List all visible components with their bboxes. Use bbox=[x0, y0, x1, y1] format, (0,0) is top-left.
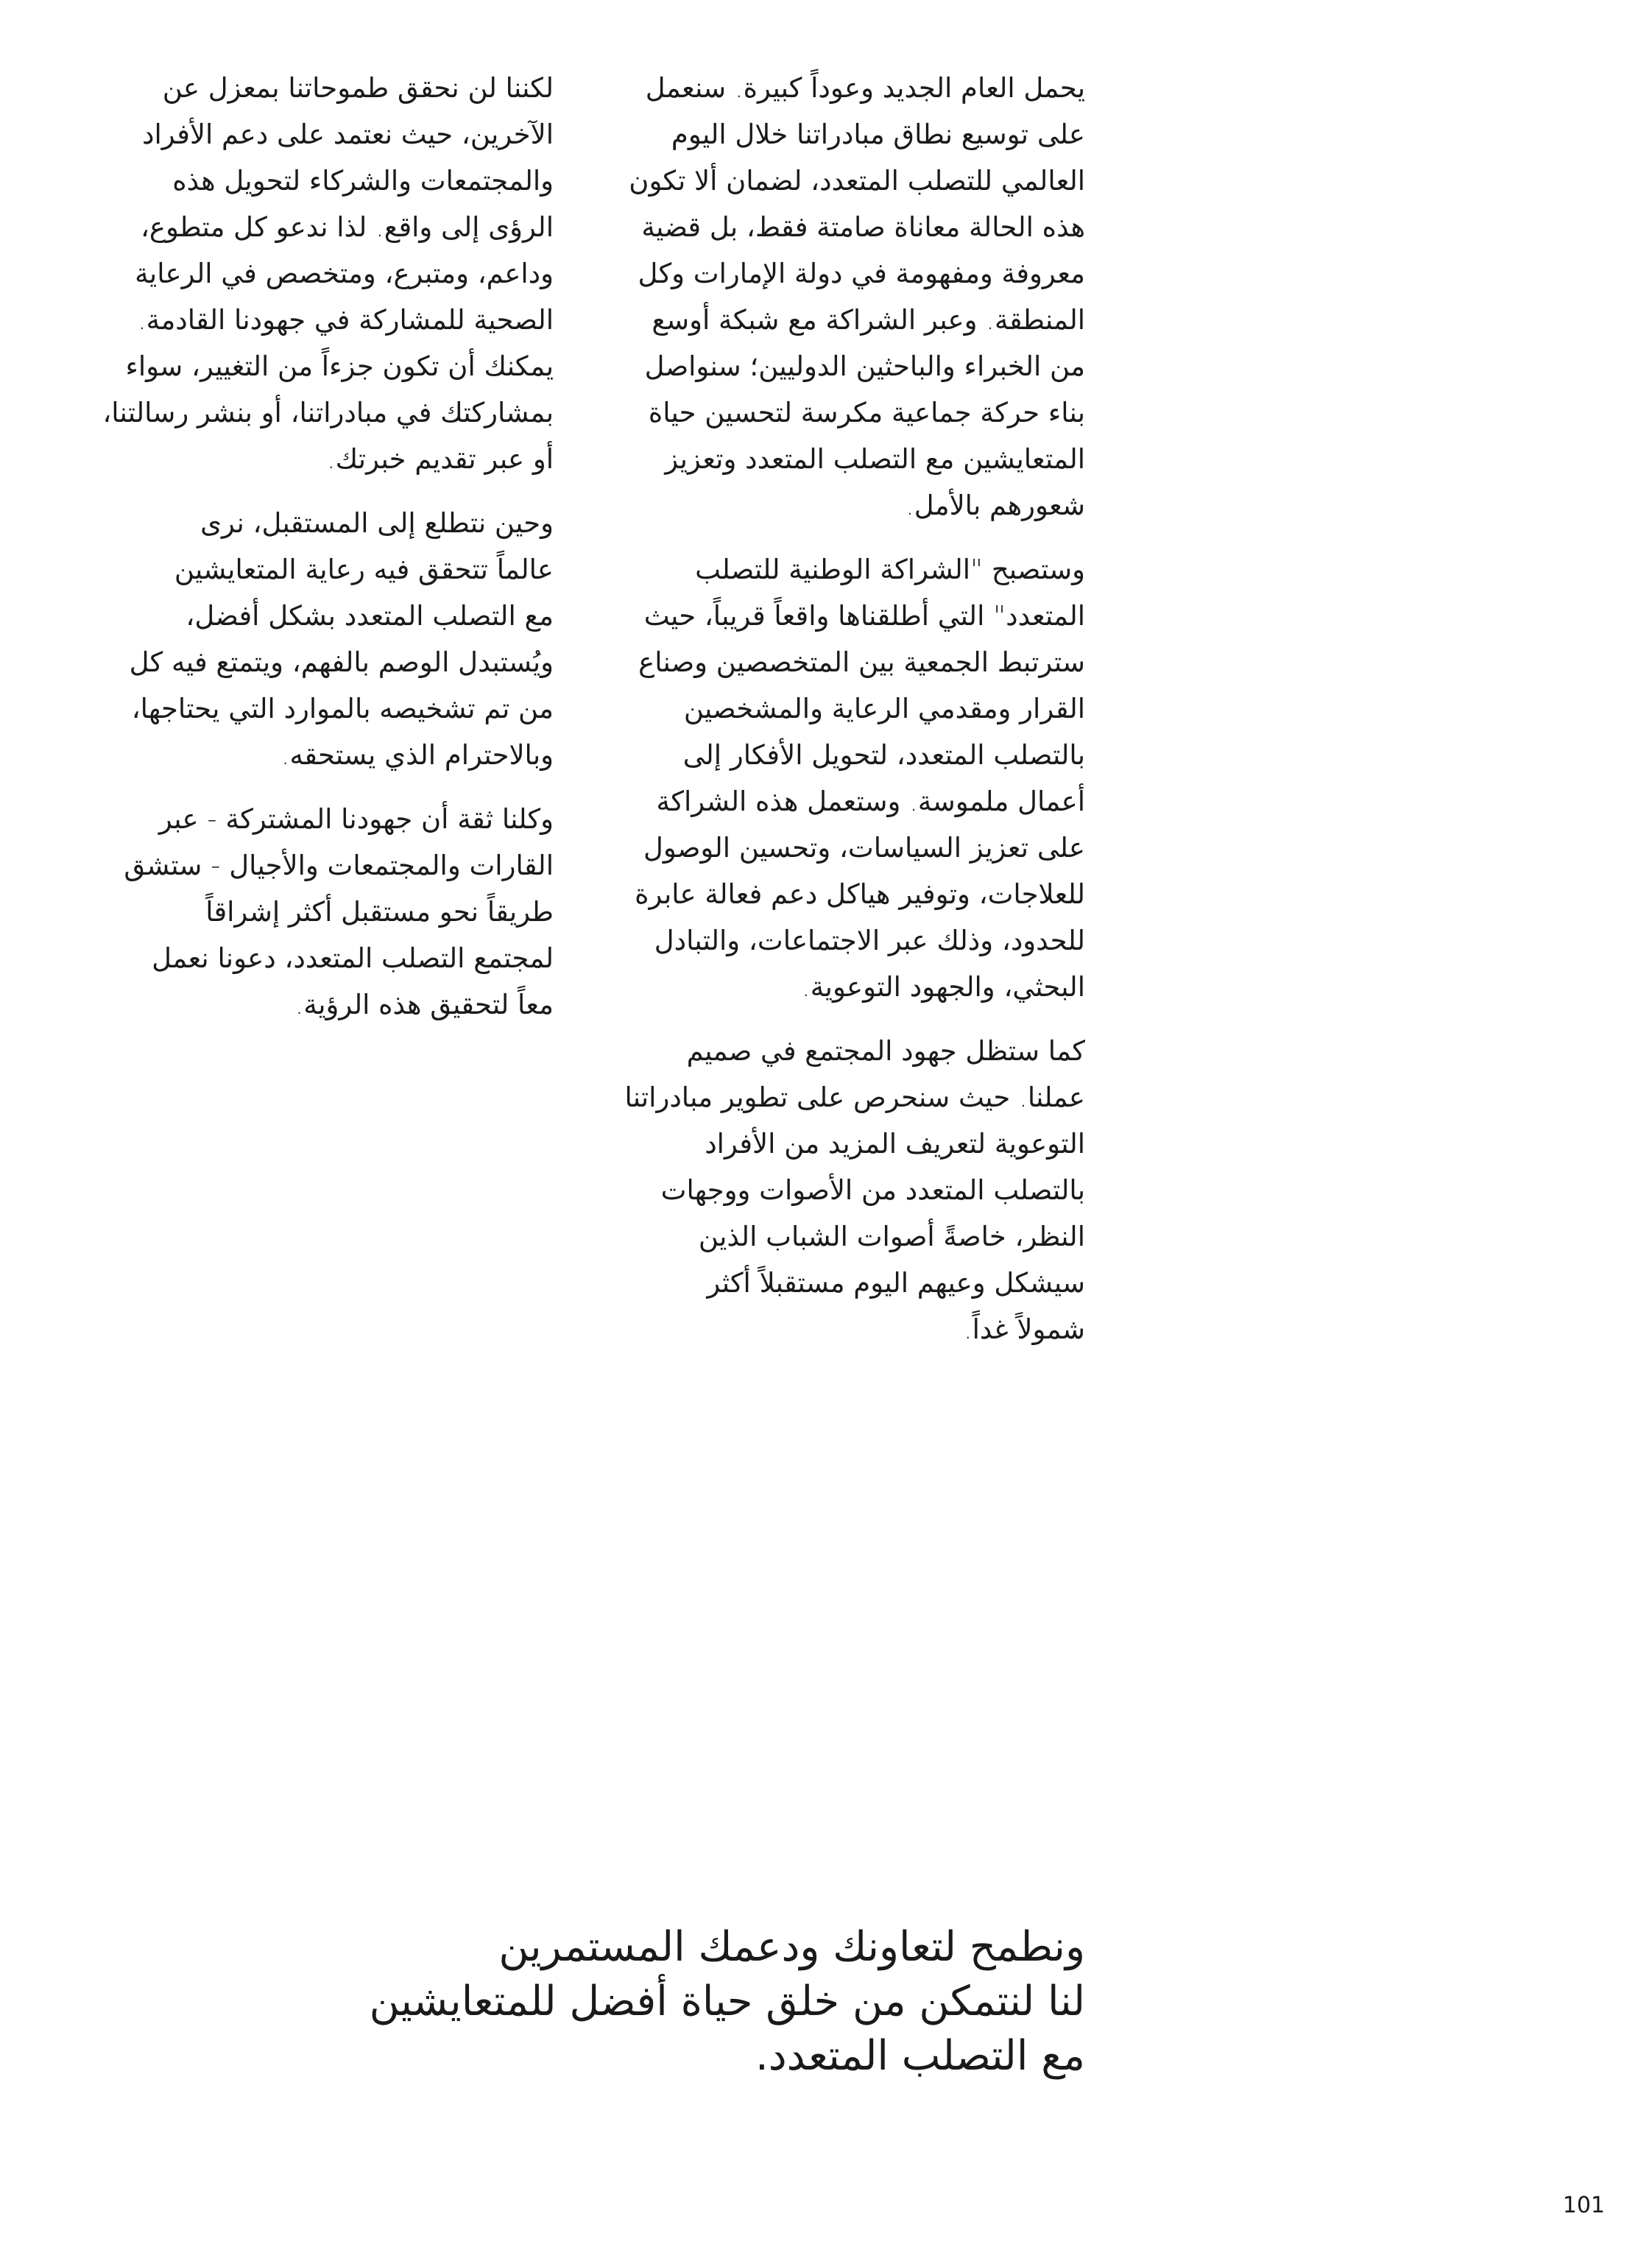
pull-quote: ونطمح لتعاونك ودعمك المستمرين لنا لنتمكن من خلق حياة أفضل للمتعايشين مع التصلب المتعدد. bbox=[369, 1923, 1085, 2080]
paragraph: وحين نتطلع إلى المستقبل، نرى عالماً تتحقق فيه رعاية المتعايشين مع التصلب المتعدد بشكل أفضل، ويُستبدل الوصم بالفهم، ويتمتع فيه كل من تم تشخيصه بالموارد التي يحتاجها، وبالاحترام الذي يستحقه. bbox=[129, 507, 554, 771]
page-number: 101 bbox=[1562, 2193, 1605, 2218]
paragraph: وستصبح "الشراكة الوطنية للتصلب المتعدد" التي أطلقناها واقعاً قريباً، حيث سترتبط الجمعية بين المتخصصين وصناع القرار ومقدمي الرعاية والمشخصين بالتصلب المتعدد، لتحويل الأفكار إلى أعمال ملموسة. وستعمل هذه الشراكة على تعزيز السياسات، وتحسين الوصول للعلاجات، وتوفير هياكل دعم فعالة عابرة للحدود، وذلك عبر الاجتماعات، والتبادل البحثي، والجهود التوعوية. bbox=[635, 554, 1085, 1003]
paragraph: كما ستظل جهود المجتمع في صميم عملنا. حيث سنحرص على تطوير مبادراتنا التوعوية لتعريف المزيد من الأفراد بالتصلب المتعدد من الأصوات ووجهات النظر، خاصةً أصوات الشباب الذين سيشكل وعيهم اليوم مستقبلاً أكثر شمولاً غداً. bbox=[624, 1035, 1085, 1345]
text-column-right bbox=[580, 65, 1085, 1370]
paragraph: لكننا لن نحقق طموحاتنا بمعزل عن الآخرين، حيث نعتمد على دعم الأفراد والمجتمعات والشركاء لتحويل هذه الرؤى إلى واقع. لذا ندعو كل متطوع، وداعم، ومتبرع، ومتخصص في الرعاية الصحية للمشاركة في جهودنا القادمة. يمكنك أن تكون جزءاً من التغيير، سواء بمشاركتك في مبادراتنا، أو بنشر رسالتنا، أو عبر تقديم خبرتك. bbox=[102, 72, 554, 475]
paragraph: يحمل العام الجديد وعوداً كبيرة. سنعمل على توسيع نطاق مبادراتنا خلال اليوم العالمي للتصلب المتعدد، لضمان ألا تكون هذه الحالة معاناة صامتة فقط، بل قضية معروفة ومفهومة في دولة الإمارات وكل المنطقة. وعبر الشراكة مع شبكة أوسع من الخبراء والباحثين الدوليين؛ سنواصل بناء حركة جماعية مكرسة لتحسين حياة المتعايشين مع التصلب المتعدد وتعزيز شعورهم بالأمل. bbox=[629, 72, 1085, 521]
text-column-left bbox=[59, 65, 554, 1045]
paragraph: وكلنا ثقة أن جهودنا المشتركة - عبر القارات والمجتمعات والأجيال - ستشق طريقاً نحو مستقبل أكثر إشراقاً لمجتمع التصلب المتعدد، دعونا نعمل معاً لتحقيق هذه الرؤية. bbox=[124, 803, 554, 1020]
